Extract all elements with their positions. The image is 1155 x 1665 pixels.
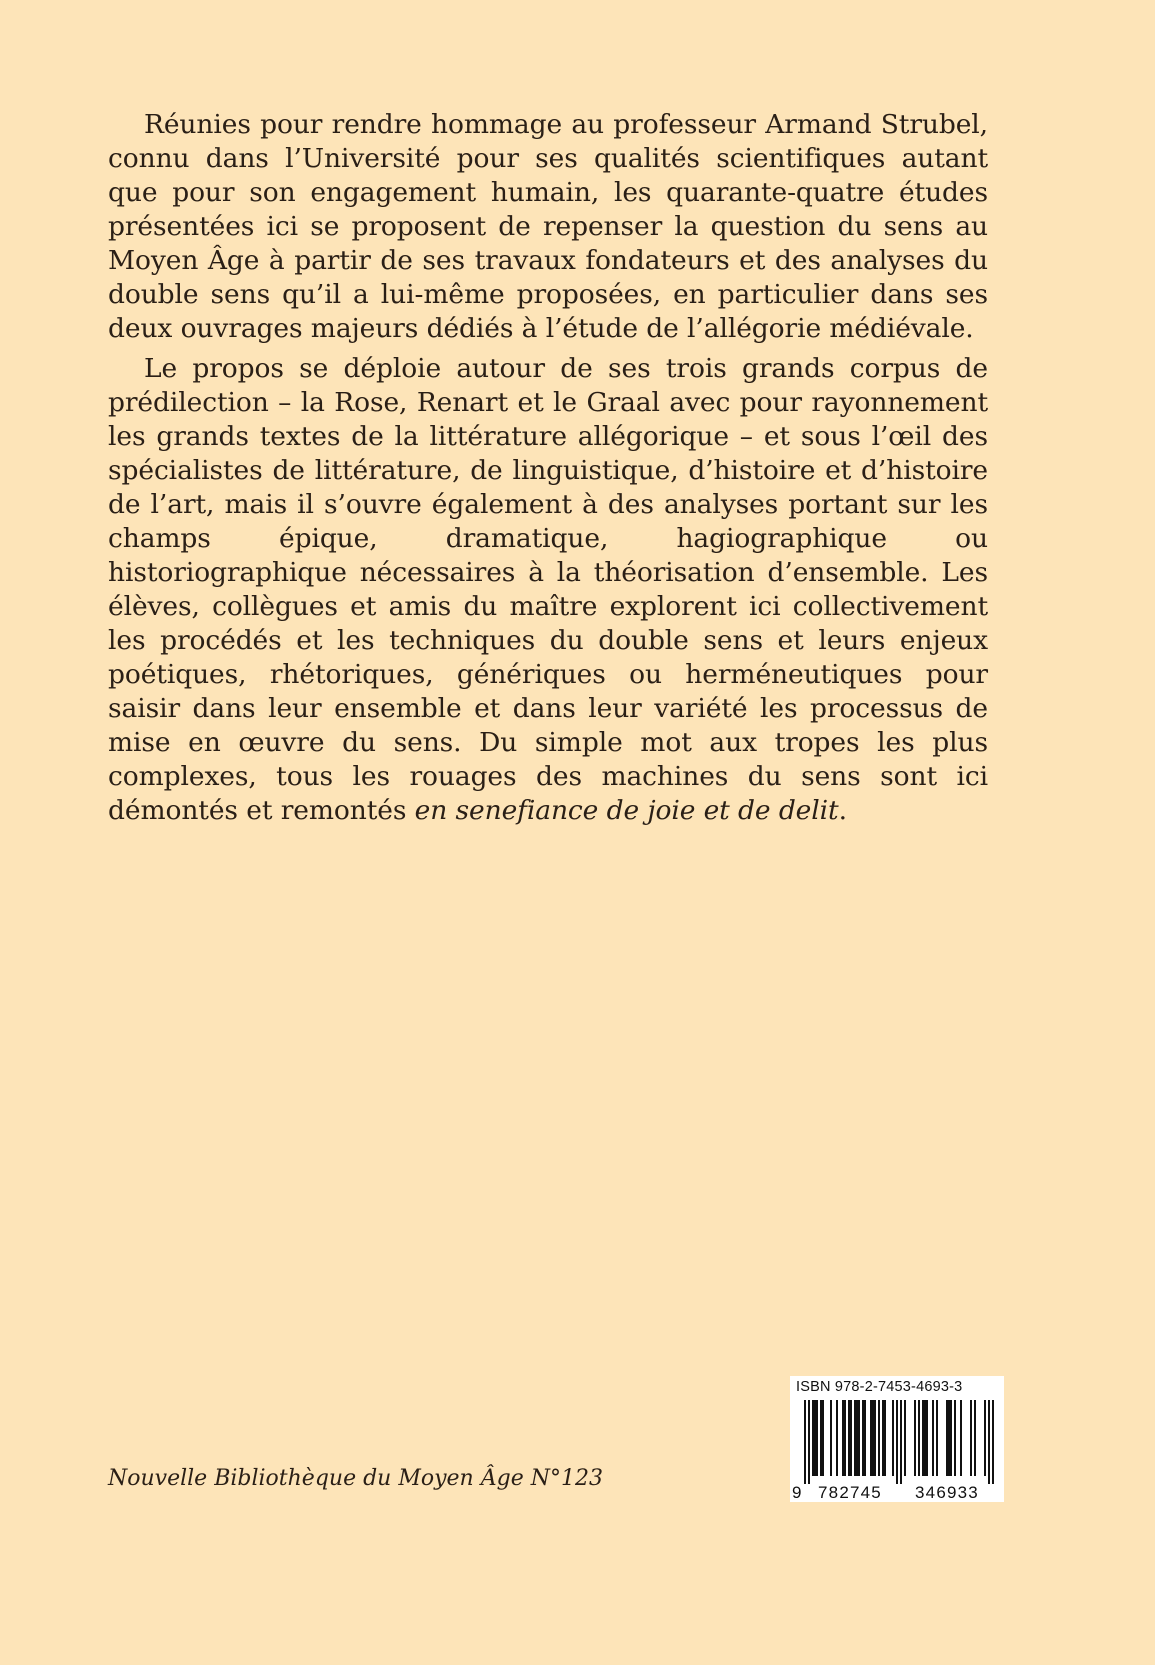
barcode-bar	[954, 1400, 956, 1476]
blurb-paragraph-2-end: .	[838, 795, 847, 826]
barcode-digits-left: 782745	[818, 1483, 882, 1502]
barcode-bar	[926, 1400, 928, 1476]
barcode-bar	[892, 1400, 894, 1476]
blurb-paragraph-2	[108, 352, 988, 828]
barcode-bar	[874, 1400, 876, 1476]
barcode-bar	[970, 1400, 972, 1476]
barcode-bar	[856, 1400, 858, 1476]
barcode-bar	[836, 1400, 838, 1476]
barcode-graphic	[790, 1398, 1004, 1502]
blurb-paragraph-2-main: Le propos se déploie autour de ses trois grands corpus de prédilection – la Rose, Renart et le Graal avec pour rayonnement les grands textes de la littérature allégorique – et sous l’œil des spécialistes de littérature, de linguistique, d’histoire et d’histoire de l’art, mais il s’ouvre également à des analyses portant sur les champs épique, dramatique, hagiographique ou historiographique nécessaires à la théorisation d’ensemble. Les élèves, collègues et amis du maître explorent ici collectivement les procédés et les techniques du double sens et leurs enjeux poétiques, rhétoriques, génériques ou herméneutiques pour saisir dans leur ensemble et dans leur variété les processus de mise en œuvre du sens. Du simple mot aux tropes les plus complexes, tous les rouages des machines du sens sont ici démontés et remontés	[108, 353, 988, 826]
barcode-bar	[950, 1400, 952, 1476]
barcode-bar	[946, 1400, 948, 1476]
isbn-barcode	[790, 1376, 1004, 1502]
barcode-bar	[854, 1400, 856, 1476]
barcode-digit-lead: 9	[792, 1483, 802, 1502]
barcode-bar	[822, 1400, 824, 1476]
barcode-bar	[870, 1400, 872, 1476]
barcode-bar	[914, 1400, 916, 1476]
barcode-bar	[858, 1400, 860, 1476]
barcode-bar	[816, 1400, 818, 1476]
barcode-bar	[804, 1400, 806, 1484]
barcode-bar	[882, 1400, 884, 1476]
barcode-bar	[878, 1400, 880, 1476]
blurb-text	[108, 108, 988, 828]
barcode-bar	[820, 1400, 822, 1476]
barcode-bar	[918, 1400, 920, 1476]
barcode-bar	[884, 1400, 886, 1476]
barcode-bar	[808, 1400, 810, 1484]
blurb-paragraph-1: Réunies pour rendre hommage au professeur Armand Strubel, connu dans l’Université pour ses qualités scientifiques autant que pour son engagement humain, les quarante-quatre études présentées ici se proposent de repenser la question du sens au Moyen Âge à partir de ses travaux fondateurs et des analyses du double sens qu’il a lui-même proposées, en particulier dans ses deux ouvrages majeurs dédiés à l’étude de l’allégorie médiévale.	[108, 109, 988, 344]
barcode-bar	[850, 1400, 852, 1476]
barcode-bar	[872, 1400, 874, 1476]
barcode-bar	[812, 1400, 814, 1476]
barcode-bar	[844, 1400, 846, 1476]
barcode-bar	[842, 1400, 844, 1476]
barcode-bar	[992, 1400, 994, 1484]
barcode-bar	[904, 1400, 906, 1476]
barcode-bar	[960, 1400, 962, 1476]
barcode-bar	[922, 1400, 924, 1476]
barcode-bar	[936, 1400, 938, 1476]
blurb-italic-quote: en senefiance de joie et de delit	[414, 795, 839, 826]
barcode-bar	[814, 1400, 816, 1476]
barcode-bar	[932, 1400, 934, 1476]
isbn-label: ISBN 978-2-7453-4693-3	[796, 1379, 963, 1395]
barcode-bar	[896, 1400, 898, 1484]
barcode-digits-right: 346933	[915, 1483, 979, 1502]
barcode-bar	[830, 1400, 832, 1476]
barcode-bar	[862, 1400, 864, 1476]
barcode-bar	[988, 1400, 990, 1484]
barcode-bar	[924, 1400, 926, 1476]
barcode-bar	[900, 1400, 902, 1484]
barcode-bar	[848, 1400, 850, 1476]
barcode-bar	[984, 1400, 986, 1476]
barcode-bar	[974, 1400, 976, 1476]
series-title: Nouvelle Bibliothèque du Moyen Âge N°123	[108, 1466, 603, 1491]
barcode-bar	[864, 1400, 866, 1476]
barcode-bar	[948, 1400, 950, 1476]
barcode-bars	[804, 1400, 994, 1484]
